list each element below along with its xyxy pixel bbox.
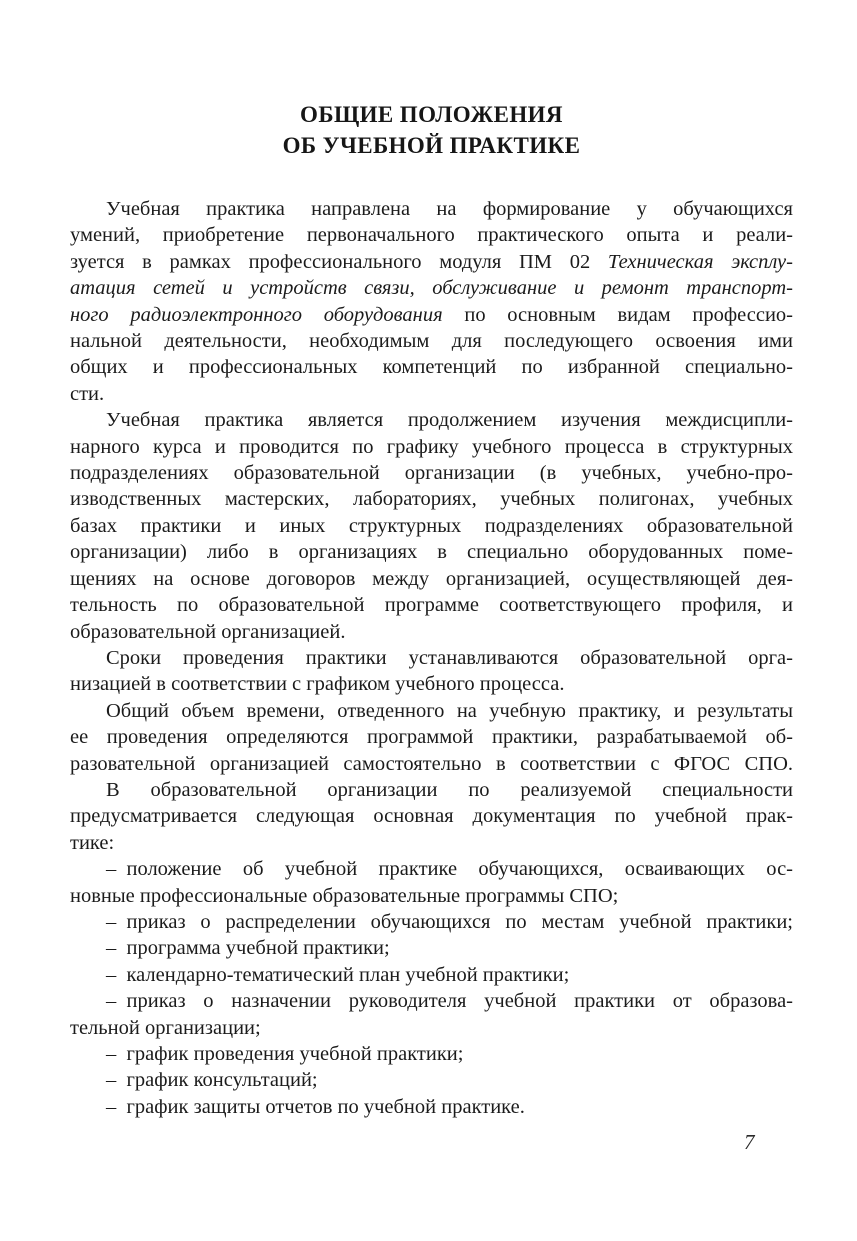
page-number: 7 xyxy=(744,1130,755,1154)
text-segment: зуется в рамках профессионального модуля ПМ 02 xyxy=(70,250,608,273)
text-line xyxy=(70,1015,793,1041)
list-item xyxy=(70,909,793,935)
text-line xyxy=(70,434,793,460)
text-segment: низацией в соответствии с графиком учебного процесса. xyxy=(70,673,565,696)
text-line xyxy=(70,962,793,988)
page-title xyxy=(70,99,793,161)
text-segment: новные профессиональные образовательные программы СПО; xyxy=(70,884,619,907)
text-segment: по основным видам профессио- xyxy=(442,303,793,326)
document-body xyxy=(70,196,793,1120)
text-segment: – календарно-тематический план учебной практики; xyxy=(106,963,570,986)
text-segment: Учебная практика является продолжением изучения междисципли- xyxy=(106,409,793,432)
text-line xyxy=(70,249,793,275)
italic-text-segment: ного радиоэлектронного оборудования xyxy=(70,303,443,326)
text-line xyxy=(70,460,793,486)
paragraph xyxy=(70,645,793,698)
text-line xyxy=(70,328,793,354)
text-segment: тике: xyxy=(70,831,115,854)
text-segment: умений, приобретение первоначального практического опыта и реали- xyxy=(70,224,793,247)
text-segment: – программа учебной практики; xyxy=(106,937,390,960)
text-segment: организации) либо в организациях в специально оборудованных поме- xyxy=(70,541,793,564)
text-line xyxy=(70,883,793,909)
text-segment: Учебная практика направлена на формирование у обучающихся xyxy=(106,198,793,220)
text-line xyxy=(70,196,793,222)
text-segment: – график защиты отчетов по учебной практике. xyxy=(106,1095,525,1118)
text-line xyxy=(70,486,793,512)
list-item xyxy=(70,856,793,909)
text-segment: тельность по образовательной программе соответствующего профиля, и xyxy=(70,594,793,617)
text-segment: разовательной организацией самостоятельно в соответствии с ФГОС СПО. xyxy=(70,752,793,775)
text-segment: тельной организации; xyxy=(70,1016,261,1039)
text-line xyxy=(70,777,793,803)
list-item xyxy=(70,1094,793,1120)
paragraph xyxy=(70,407,793,645)
list-item xyxy=(70,962,793,988)
list-item xyxy=(70,1041,793,1067)
text-segment: общих и профессиональных компетенций по избранной специально- xyxy=(70,356,793,379)
list-item xyxy=(70,988,793,1041)
text-segment: – положение об учебной практике обучающихся, осваивающих ос- xyxy=(106,858,793,881)
text-segment: нарного курса и проводится по графику учебного процесса в структурных xyxy=(70,435,793,458)
text-line xyxy=(70,988,793,1014)
text-line xyxy=(70,671,793,697)
text-segment: щениях на основе договоров между организацией, осуществляющей дея- xyxy=(70,567,793,590)
text-line xyxy=(70,751,793,777)
text-segment: подразделениях образовательной организации (в учебных, учебно-про- xyxy=(70,462,793,485)
title-line: ОБ УЧЕБНОЙ ПРАКТИКЕ xyxy=(282,133,581,158)
text-line xyxy=(70,803,793,829)
text-line xyxy=(70,354,793,380)
paragraph xyxy=(70,196,793,407)
text-segment: ее проведения определяются программой практики, разрабатываемой об- xyxy=(70,726,793,749)
text-line xyxy=(70,724,793,750)
text-line xyxy=(70,275,793,301)
text-line xyxy=(70,619,793,645)
text-line xyxy=(70,407,793,433)
text-segment: сти. xyxy=(70,382,105,405)
text-segment: В образовательной организации по реализуемой специальности xyxy=(106,778,793,801)
text-line xyxy=(70,539,793,565)
text-line xyxy=(70,909,793,935)
list-item xyxy=(70,935,793,961)
text-line xyxy=(70,302,793,328)
text-segment: изводственных мастерских, лабораториях, учебных полигонах, учебных xyxy=(70,488,793,511)
text-line xyxy=(70,935,793,961)
list-item xyxy=(70,1067,793,1093)
title-line: ОБЩИЕ ПОЛОЖЕНИЯ xyxy=(300,102,563,127)
text-line xyxy=(70,830,793,856)
paragraph xyxy=(70,777,793,856)
text-line xyxy=(70,592,793,618)
text-line xyxy=(70,856,793,882)
text-segment: Общий объем времени, отведенного на учебную практику, и результаты xyxy=(106,699,793,722)
text-line xyxy=(70,566,793,592)
paragraph xyxy=(70,698,793,777)
text-line xyxy=(70,513,793,539)
text-segment: предусматривается следующая основная документация по учебной прак- xyxy=(70,805,793,828)
italic-text-segment: атация сетей и устройств связи, обслуживание и ремонт транспорт- xyxy=(70,277,793,300)
text-segment: базах практики и иных структурных подразделениях образовательной xyxy=(70,514,793,537)
text-line xyxy=(70,222,793,248)
text-segment: – график консультаций; xyxy=(106,1069,318,1092)
italic-text-segment: Техническая эксплу- xyxy=(607,250,793,273)
text-line xyxy=(70,1094,793,1120)
text-line xyxy=(70,1067,793,1093)
text-segment: Сроки проведения практики устанавливаются образовательной орга- xyxy=(106,646,793,669)
text-block xyxy=(70,99,793,1120)
text-line xyxy=(70,381,793,407)
text-segment: – приказ о назначении руководителя учебной практики от образова- xyxy=(106,990,793,1013)
text-line xyxy=(70,1041,793,1067)
text-segment: образовательной организацией. xyxy=(70,620,346,643)
text-line xyxy=(70,645,793,671)
text-segment: – приказ о распределении обучающихся по местам учебной практики; xyxy=(106,910,793,933)
text-segment: – график проведения учебной практики; xyxy=(106,1043,464,1065)
text-line xyxy=(70,698,793,724)
text-segment: нальной деятельности, необходимым для последующего освоения ими xyxy=(70,330,793,353)
